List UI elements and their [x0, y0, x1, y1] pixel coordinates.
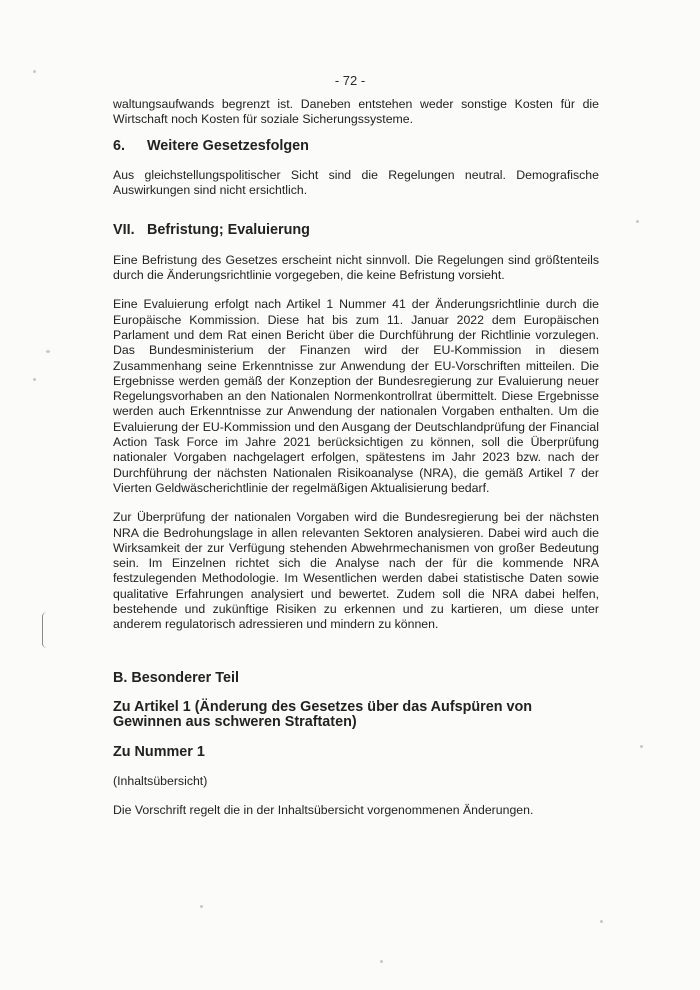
scan-speck: [600, 920, 603, 923]
section-6-heading: [113, 139, 599, 154]
inhaltsuebersicht-subheading: (Inhaltsübersicht): [113, 773, 208, 788]
page-number: - 72 -: [334, 73, 366, 88]
scan-speck: [33, 378, 36, 381]
section-7-heading: [113, 223, 599, 238]
section-7-paragraph-3: Zur Überprüfung der nationalen Vorgaben wird die Bundesregierung bei der nächsten NRA die Bedrohungslage in allen relevanten Sektoren analysieren. Dabei wird auch die Wirksamkeit der zur Verfügung stehenden Abwehrmechanismen von großer Bedeutung sein. Im Einzelnen richtet sich die Analyse nach der für die kommende NRA festzulegenden Methodologie. Im Wesentlichen werden dabei statistische Daten sowie qualitative Erfahrungen analysiert und bewertet. Zudem soll die NRA dabei helfen, bestehende und zukünftige Risiken zu erkennen und zu kartieren, um diese unter anderem regulatorisch adressieren und mindern zu können.: [113, 510, 599, 632]
section-7-paragraph-1: Eine Befristung des Gesetzes erscheint nicht sinnvoll. Die Regelungen sind größtenteils durch die Änderungsrichtlinie vorgegeben, die keine Befristung vorsieht.: [113, 252, 599, 283]
section-7-number: VII.: [113, 222, 135, 239]
section-7-title: Befristung; Evaluierung: [147, 222, 310, 239]
section-7-paragraph-2: Eine Evaluierung erfolgt nach Artikel 1 Nummer 41 der Änderungsrichtlinie durch die Europäische Kommission. Diese hat bis zum 11. Januar 2022 dem Europäischen Parlament und dem Rat einen Bericht über die Durchführung der Richtlinie vorzulegen. Das Bundesministerium der Finanzen wird der EU-Kommission in diesem Zusammenhang seine Erkenntnisse zur Anwendung der EU-Vorschriften mitteilen. Die Ergebnisse werden gemäß der Konzeption der Bundesregierung zur Evaluierung neuer Regelungsvorhaben an den Nationalen Normenkontrollrat übermittelt. Diese Ergebnisse werden auch Erkenntnisse zur Anwendung der nationalen Vorgaben enthalten. Um die Evaluierung der EU-Kommission und den Ausgang der Deutschlandprüfung der Financial Action Task Force im Jahre 2021 berücksichtigen zu können, soll die Überprüfung nationaler Vorgaben nachgelagert erfolgen, spätestens im Jahr 2023 bzw. nach der Durchführung der nächsten Nationalen Risikoanalyse (NRA), die gemäß Artikel 7 der Vierten Geldwäscherichtlinie der regelmäßigen Aktualisierung bedarf.: [113, 297, 599, 495]
section-6-number: 6.: [113, 137, 125, 154]
margin-scan-mark: [42, 612, 51, 648]
scan-speck: [636, 220, 639, 223]
scan-speck: [640, 745, 643, 748]
scan-speck: [33, 70, 36, 73]
document-body: [113, 97, 599, 818]
section-b-paragraph: Die Vorschrift regelt die in der Inhaltsübersicht vorgenommenen Änderungen.: [113, 803, 534, 818]
section-6-paragraph: Aus gleichstellungspolitischer Sicht sind die Regelungen neutral. Demografische Auswirkungen sind nicht ersichtlich.: [113, 167, 599, 198]
nummer-1-heading: Zu Nummer 1: [113, 743, 205, 760]
section-6-title: Weitere Gesetzesfolgen: [147, 137, 309, 154]
scan-speck: [200, 905, 203, 908]
article-1-heading: Zu Artikel 1 (Änderung des Gesetzes über das Aufspüren von Gewinnen aus schweren Straftaten): [113, 698, 533, 731]
scan-speck: [380, 960, 383, 963]
scan-speck: [46, 350, 50, 353]
section-b-heading: B. Besonderer Teil: [113, 669, 239, 686]
intro-paragraph: waltungsaufwands begrenzt ist. Daneben entstehen weder sonstige Kosten für die Wirtschaft noch Kosten für soziale Sicherungssysteme.: [113, 97, 599, 127]
